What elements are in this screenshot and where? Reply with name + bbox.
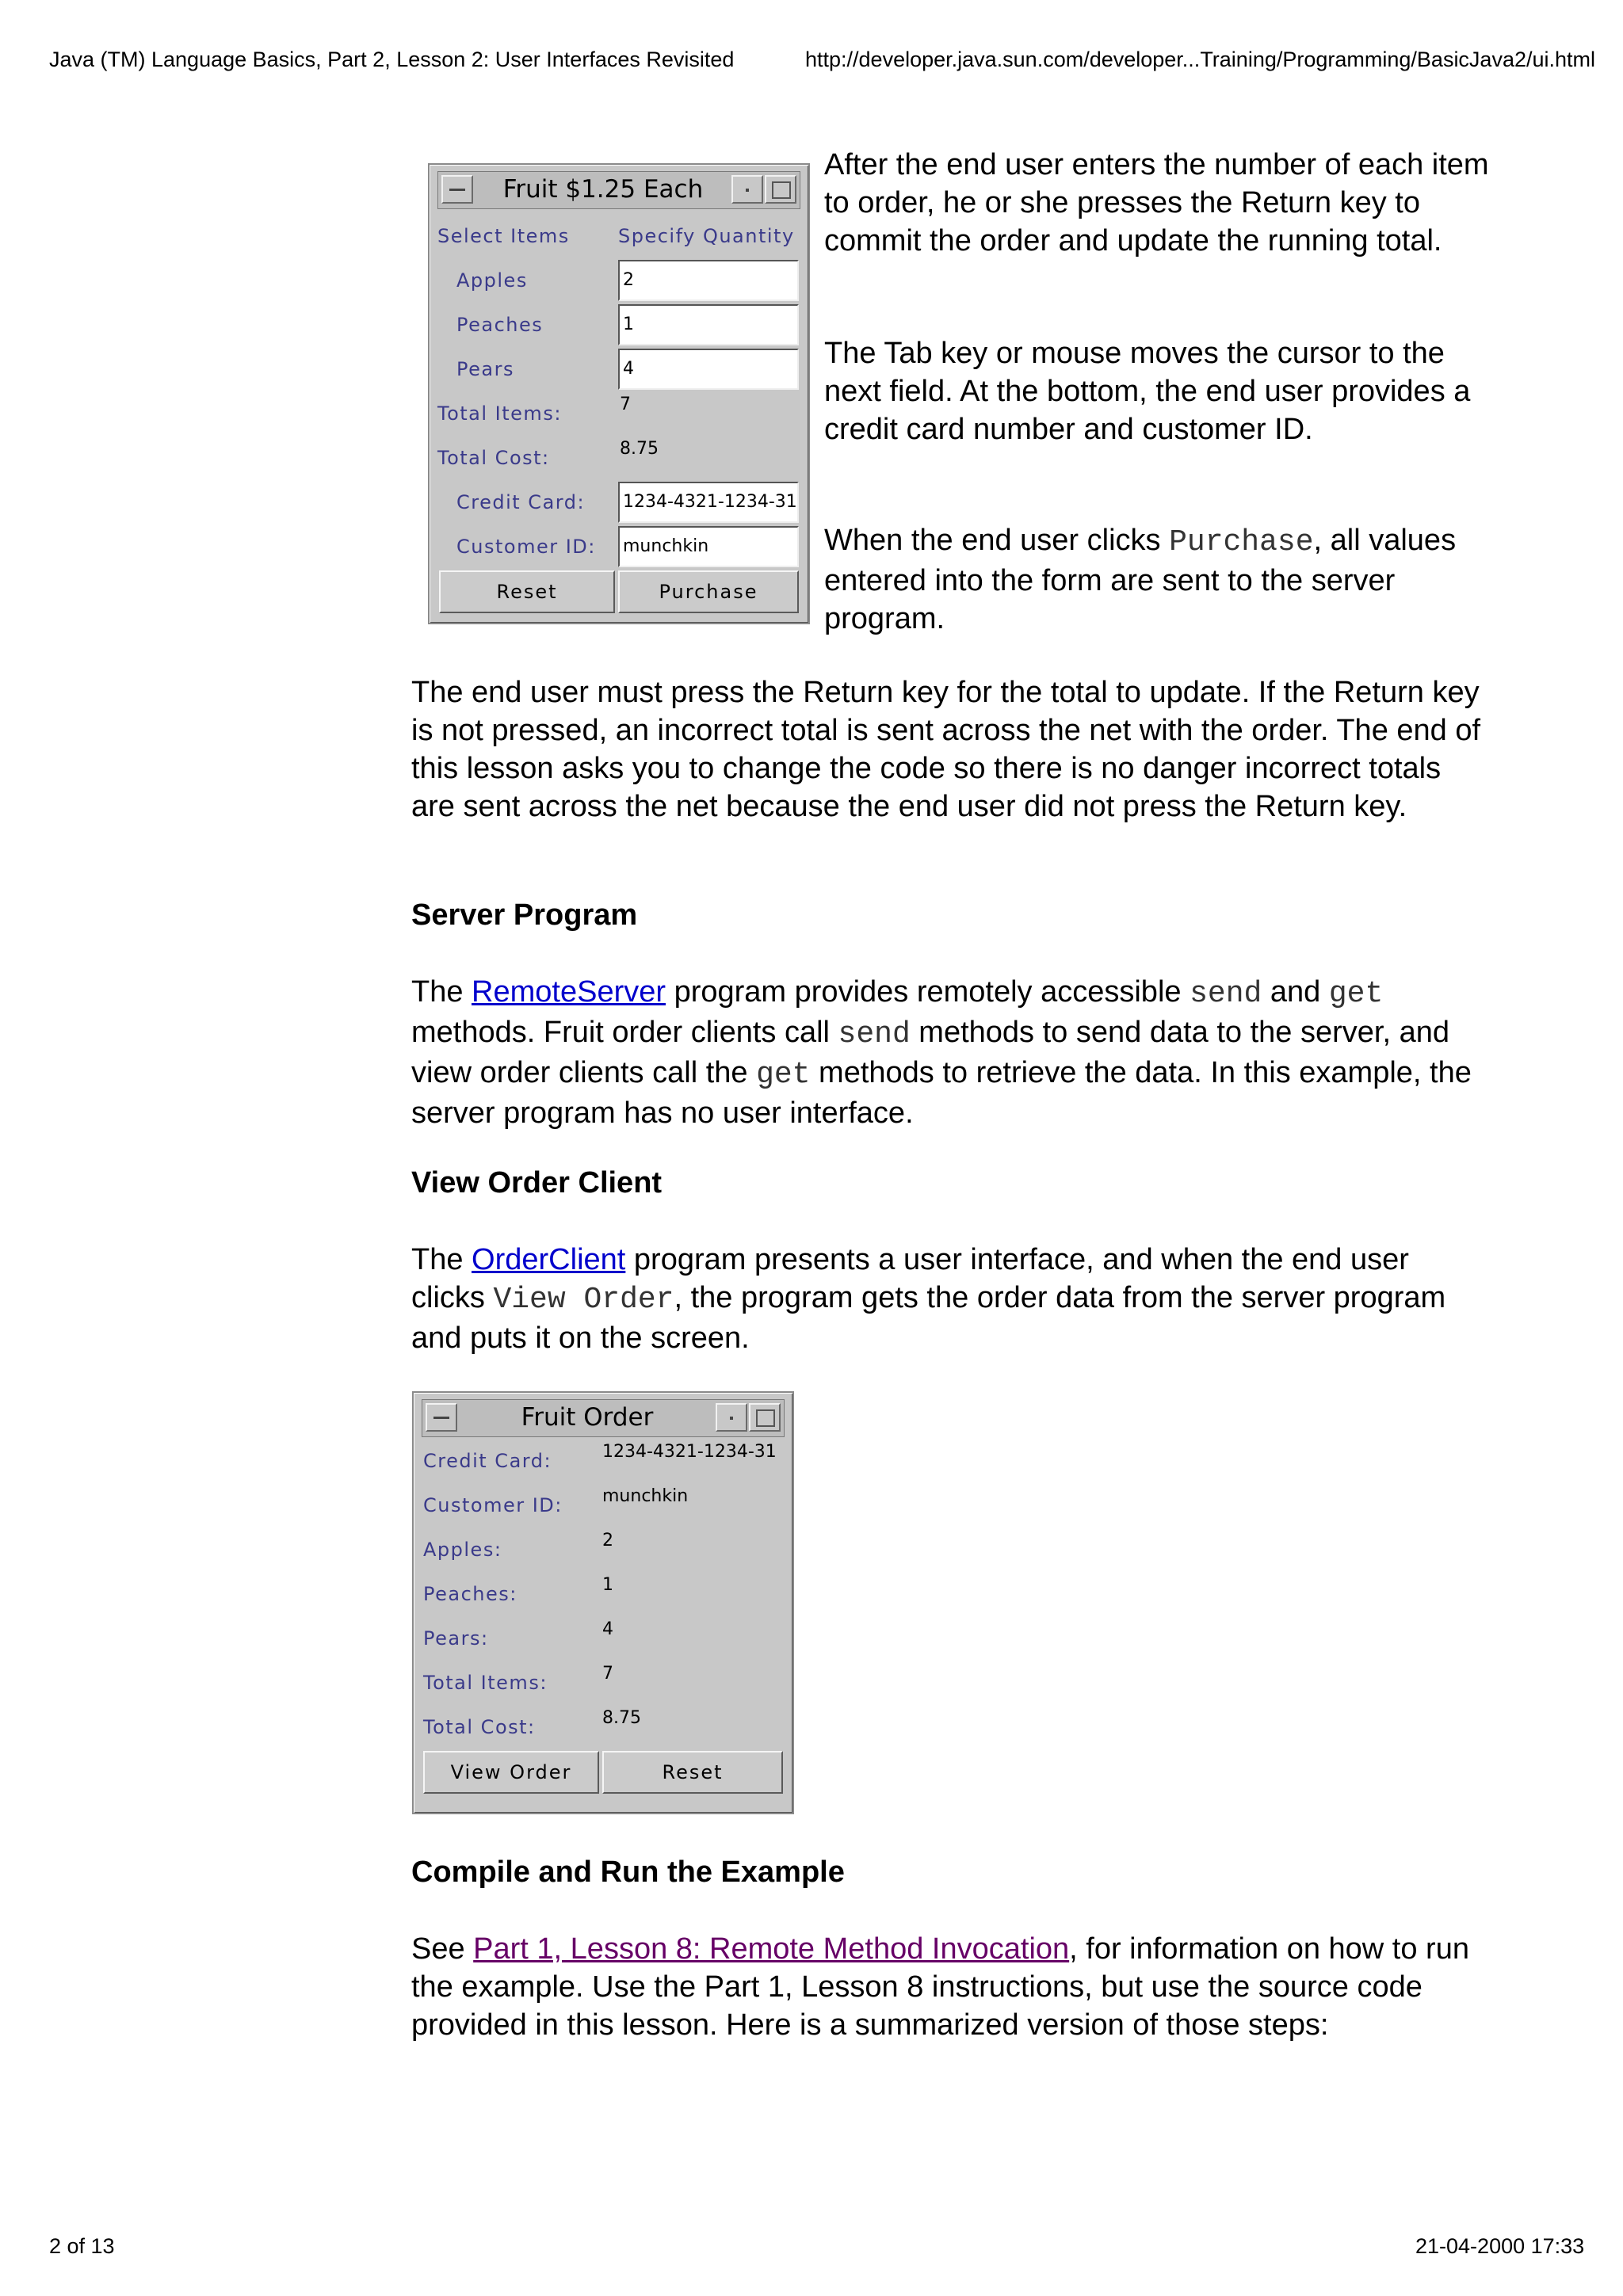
view-order-code: View Order (493, 1283, 674, 1317)
order-apples-label: Apples: (423, 1539, 502, 1561)
order-apples-value: 2 (602, 1531, 613, 1550)
minimize-icon[interactable] (731, 175, 763, 204)
customer-id-label: Customer ID: (456, 536, 596, 558)
fruit-window (428, 163, 810, 624)
page-count: 2 of 13 (49, 2234, 115, 2258)
return-key-paragraph: The end user must press the Return key for the total to update. If the Return key is not pressed, an incorrect total is sent across the net with the order. The end of this lesson asks you to change the code so there is no danger incorrect totals are sent across the net because the end user did not press the Return key. (411, 676, 1481, 823)
fruit-window-titlebar (437, 171, 800, 209)
part1-lesson8-link[interactable]: Part 1, Lesson 8: Remote Method Invocation (473, 1932, 1070, 1966)
view-order-text-1: The (411, 1243, 472, 1276)
remoteserver-link[interactable]: RemoteServer (472, 975, 666, 1009)
order-pears-label: Pears: (423, 1627, 489, 1650)
purchase-button[interactable]: Purchase (618, 570, 799, 613)
intro-p3-text-after: , all values entered into the form are sent to the server program. (824, 524, 1457, 635)
fruit-order-content (422, 1440, 785, 1805)
server-text-2: program provides remotely accessible (666, 975, 1190, 1009)
compile-run-heading: Compile and Run the Example (411, 1855, 845, 1889)
orderclient-link[interactable]: OrderClient (472, 1243, 626, 1276)
order-peaches-value: 1 (602, 1575, 613, 1595)
server-text-3: and (1262, 975, 1329, 1009)
order-customer-id-label: Customer ID: (423, 1494, 563, 1516)
minimize-icon[interactable] (716, 1403, 747, 1432)
compile-text-1: See (411, 1932, 474, 1966)
server-text-6: methods to retrieve the data. In this example, the server program has no user interface. (411, 1056, 1472, 1130)
window-menu-icon[interactable] (441, 175, 473, 204)
intro-paragraph-1: After the end user enters the number of each item to order, he or she presses the Return key to commit the order and update the running total. (824, 148, 1489, 257)
fruit-order-window (412, 1391, 794, 1814)
apples-quantity-field[interactable]: 2 (618, 260, 799, 301)
intro-paragraph-3 (824, 521, 1498, 638)
fruit-window-content (437, 212, 800, 615)
order-total-items-value: 7 (602, 1664, 613, 1684)
pears-quantity-field[interactable]: 4 (618, 349, 799, 390)
maximize-icon[interactable] (749, 1403, 781, 1432)
order-total-items-label: Total Items: (423, 1672, 548, 1694)
peaches-label: Peaches (456, 314, 544, 336)
view-order-text-2: program presents a user interface, and when the end user clicks (411, 1243, 1409, 1314)
order-pears-value: 4 (602, 1619, 613, 1639)
print-datetime: 21-04-2000 17:33 (1415, 2234, 1585, 2258)
compile-run-paragraph (411, 1930, 1489, 2044)
select-items-header: Select Items (437, 225, 570, 247)
total-items-value: 7 (620, 395, 631, 414)
total-items-label: Total Items: (437, 402, 562, 425)
server-program-paragraph (411, 973, 1489, 1132)
peaches-quantity-field[interactable]: 1 (618, 304, 799, 345)
reset-button[interactable]: Reset (439, 570, 615, 613)
send-code-2: send (838, 1017, 911, 1051)
view-order-button[interactable]: View Order (423, 1751, 599, 1794)
credit-card-field[interactable]: 1234-4321-1234-31 (618, 482, 799, 523)
pears-label: Pears (456, 358, 514, 380)
view-order-text-3: , the program gets the order data from the server program and puts it on the screen. (411, 1281, 1446, 1355)
fruit-order-title: Fruit Order (521, 1403, 654, 1432)
server-text-4: methods. Fruit order clients call (411, 1016, 838, 1049)
apples-label: Apples (456, 269, 528, 292)
send-code-1: send (1190, 977, 1262, 1011)
order-credit-card-value: 1234-4321-1234-31 (602, 1442, 777, 1462)
view-order-client-heading: View Order Client (411, 1166, 663, 1199)
get-code-1: get (1328, 977, 1384, 1011)
intro-p3-text-before: When the end user clicks (824, 524, 1170, 557)
order-reset-button[interactable]: Reset (602, 1751, 783, 1794)
window-menu-icon[interactable] (426, 1403, 457, 1432)
compile-text-2: , for information on how to run the example. Use the Part 1, Lesson 8 instructions, but use the source code provided in this lesson. Here is a summarized version of those steps: (411, 1932, 1469, 2042)
intro-paragraph-2: The Tab key or mouse moves the cursor to the next field. At the bottom, the end user provides a credit card number and customer ID. (824, 337, 1471, 446)
order-credit-card-label: Credit Card: (423, 1450, 552, 1472)
page-header-url: http://developer.java.sun.com/developer...Training/Programming/BasicJava2/ui.html (805, 48, 1596, 71)
get-code-2: get (756, 1058, 811, 1092)
purchase-code: Purchase (1169, 525, 1314, 559)
page-header-title: Java (TM) Language Basics, Part 2, Lesson 2: User Interfaces Revisited (49, 48, 735, 71)
credit-card-label: Credit Card: (456, 491, 586, 513)
view-order-paragraph (411, 1241, 1489, 1357)
server-text-5: methods to send data to the server, and view order clients call the (411, 1016, 1449, 1089)
server-text-1: The (411, 975, 472, 1009)
fruit-window-title: Fruit $1.25 Each (502, 175, 704, 204)
order-customer-id-value: munchkin (602, 1486, 689, 1506)
server-program-heading: Server Program (411, 898, 638, 932)
customer-id-field[interactable]: munchkin (618, 526, 799, 567)
maximize-icon[interactable] (765, 175, 796, 204)
total-cost-label: Total Cost: (437, 447, 550, 469)
specify-quantity-header: Specify Quantity (618, 225, 795, 247)
order-peaches-label: Peaches: (423, 1583, 517, 1605)
total-cost-value: 8.75 (620, 439, 659, 459)
order-total-cost-label: Total Cost: (423, 1716, 536, 1738)
order-total-cost-value: 8.75 (602, 1708, 641, 1728)
fruit-order-titlebar (422, 1399, 785, 1437)
